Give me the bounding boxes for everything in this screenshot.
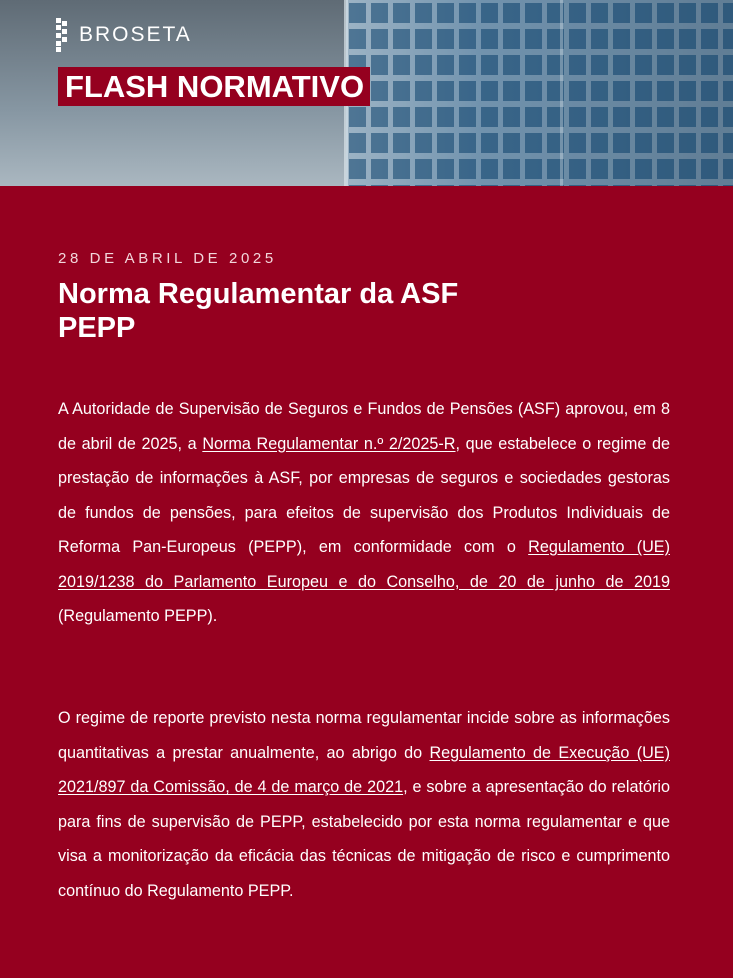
paragraph-1 [58,392,670,634]
title-line-1: Norma Regulamentar da ASF [58,278,459,310]
brand-name: BROSETA [79,23,192,46]
broseta-logo-icon [56,18,70,52]
link-norma-regulamentar[interactable]: Norma Regulamentar n.º 2/2025-R [202,434,456,453]
article-title [58,277,458,345]
link-regulamento-execucao-2021-897[interactable]: Regulamento de Execução (UE) 2021/897 da Comissão, de 4 de março de 2021 [58,743,670,796]
brand-logo [56,18,192,52]
paragraph-1-text [58,392,670,634]
title-line-2: PEPP [58,312,136,344]
flash-normativo-label: FLASH NORMATIVO [58,67,370,106]
paragraph-1-text-c: (Regulamento PEPP). [58,607,218,625]
paragraph-2-text [58,701,670,908]
article-date: 28 DE ABRIL DE 2025 [58,250,277,267]
paragraph-2-text-a: O regime de reporte previsto nesta norma regulamentar incide sobre as informações quantitativas a prestar anualmente, ao abrigo do [58,709,670,762]
paragraph-1-text-a: A Autoridade de Supervisão de Seguros e Fundos de Pensões (ASF) aprovou, em 8 de abril de 2025, a [58,400,670,453]
paragraph-2-text-b: , e sobre a apresentação do relatório para fins de supervisão de PEPP, estabelecido por esta norma regulamentar e que visa a monitorização da eficácia das técnicas de mitigação de risco e cumprimento contínuo do Regulamento PEPP. [58,778,670,900]
header-banner [0,0,733,186]
paragraph-1-text-b: , que estabelece o regime de prestação de informações à ASF, por empresas de seguros e sociedades gestoras de fundos de pensões, para efeitos de supervisão dos Produtos Individuais de Reforma Pan-Europeus (PEPP), em conformidade com o [58,434,671,556]
link-regulamento-ue-2019-1238[interactable]: Regulamento (UE) 2019/1238 do Parlamento Europeu e do Conselho, de 20 de junho de 2019 [58,538,670,591]
paragraph-2 [58,701,670,908]
